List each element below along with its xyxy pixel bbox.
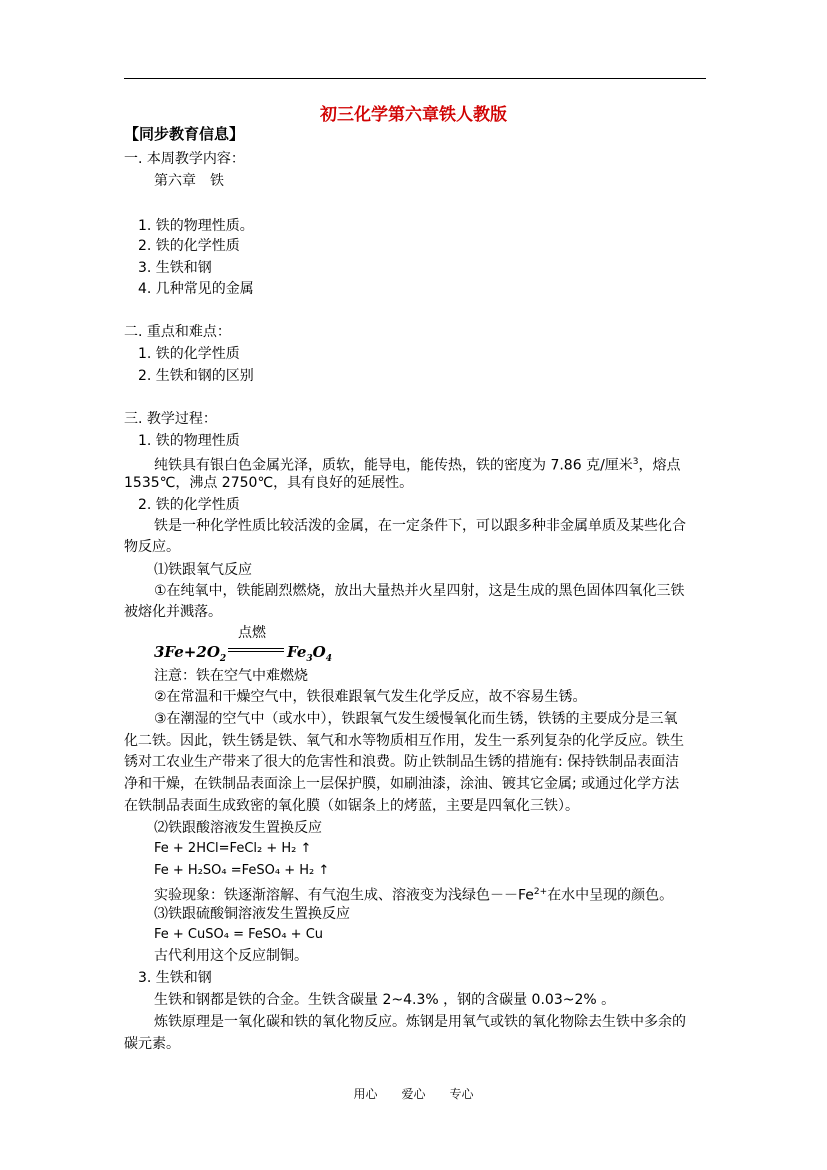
equation-left: $3Fe+2O_2$ — [154, 643, 227, 664]
p3-line-3: 碳元素。 — [124, 1036, 180, 1052]
p3-line-1: 生铁和钢都是铁的合金。生铁含碳量 2~4.3% ，钢的含碳量 0.03~2% 。 — [154, 992, 616, 1008]
acid-title: ⑵铁跟酸溶液发生置换反应 — [154, 820, 322, 836]
page-title: 初三化学第六章铁人教版 — [320, 105, 507, 125]
acid-eq-2: Fe + H₂SO₄ =FeSO₄ + H₂ ↑ — [154, 863, 330, 878]
p1-title: 1. 铁的物理性质 — [138, 433, 240, 449]
p2-line-2: 物反应。 — [124, 539, 180, 555]
o2-line-1: ①在纯氧中，铁能剧烈燃烧，放出大量热并火星四射，这是生成的黑色固体四氧化三铁 — [154, 583, 685, 599]
equation-condition: 点燃 — [238, 625, 266, 641]
equation-right: $Fe_3O_4$ — [287, 643, 332, 664]
cu-title: ⑶铁跟硫酸铜溶液发生置换反应 — [154, 906, 350, 922]
s1-item-4: 4. 几种常见的金属 — [138, 281, 254, 297]
s1-item-2: 2. 铁的化学性质 — [138, 238, 240, 254]
s2-item-1: 1. 铁的化学性质 — [138, 346, 240, 362]
s2-item-2: 2. 生铁和钢的区别 — [138, 368, 254, 384]
page-footer: 用心 爱心 专心 — [353, 1087, 474, 1101]
s2-heading: 二. 重点和难点： — [124, 324, 231, 340]
wet-line-2: 化二铁。因此，铁生锈是铁、氧气和水等物质相互作用，发生一系列复杂的化学反应。铁生 — [124, 733, 684, 749]
o2-title: ⑴铁跟氧气反应 — [154, 562, 252, 578]
equation-double-bar — [228, 648, 284, 652]
p2-line-1: 铁是一种化学性质比较活泼的金属，在一定条件下，可以跟多种非金属单质及某些化合 — [154, 518, 686, 534]
note: 注意：铁在空气中难燃烧 — [154, 668, 308, 684]
wet-line-3: 锈对工农业生产带来了很大的危害性和浪费。防止铁制品生锈的措施有: 保持铁制品表面洁 — [124, 754, 680, 770]
s1-chapter: 第六章 铁 — [154, 173, 224, 189]
cu-eq: Fe + CuSO₄ = FeSO₄ + Cu — [154, 927, 324, 942]
s1-item-1: 1. 铁的物理性质。 — [138, 218, 254, 234]
s1-item-3: 3. 生铁和钢 — [138, 260, 212, 276]
s1-heading: 一. 本周教学内容： — [124, 151, 245, 167]
p1-line-2: 1535℃，沸点 2750℃，具有良好的延展性。 — [124, 475, 414, 491]
s3-heading: 三. 教学过程： — [124, 411, 217, 427]
cu-note: 古代利用这个反应制铜。 — [154, 948, 308, 964]
wet-line-5: 在铁制品表面生成致密的氧化膜（如锯条上的烤蓝，主要是四氧化三铁）。 — [124, 798, 579, 814]
o2-line-2: 被熔化并溅落。 — [124, 604, 222, 620]
wet-line-4: 净和干燥，在铁制品表面涂上一层保护膜，如刷油漆，涂油、镀其它金属; 或通过化学方法 — [124, 776, 680, 792]
p3-title: 3. 生铁和钢 — [138, 970, 212, 986]
wet-line-1: ③在潮湿的空气中（或水中），铁跟氧气发生缓慢氧化而生锈，铁锈的主要成分是三氧 — [154, 711, 678, 727]
dry-air: ②在常温和干燥空气中，铁很难跟氧气发生化学反应，故不容易生锈。 — [154, 689, 587, 705]
p1-line-1: 纯铁具有银白色金属光泽，质软，能导电，能传热，铁的密度为 7.86 克/厘米$^3$，熔点 — [154, 457, 681, 474]
p2-title: 2. 铁的化学性质 — [138, 497, 240, 513]
header-rule — [124, 78, 706, 79]
phenomenon: 实验现象：铁逐渐溶解、有气泡生成、溶液变为浅绿色$--Fe^{2+}$在水中呈现的颜色。 — [154, 887, 674, 904]
acid-eq-1: Fe + 2HCl=FeCl₂ + H₂ ↑ — [154, 841, 312, 856]
section-header: 【同步教育信息】 — [124, 125, 245, 143]
p3-line-2: 炼铁原理是一氧化碳和铁的氧化物反应。炼钢是用氧气或铁的氧化物除去生铁中多余的 — [154, 1014, 686, 1030]
